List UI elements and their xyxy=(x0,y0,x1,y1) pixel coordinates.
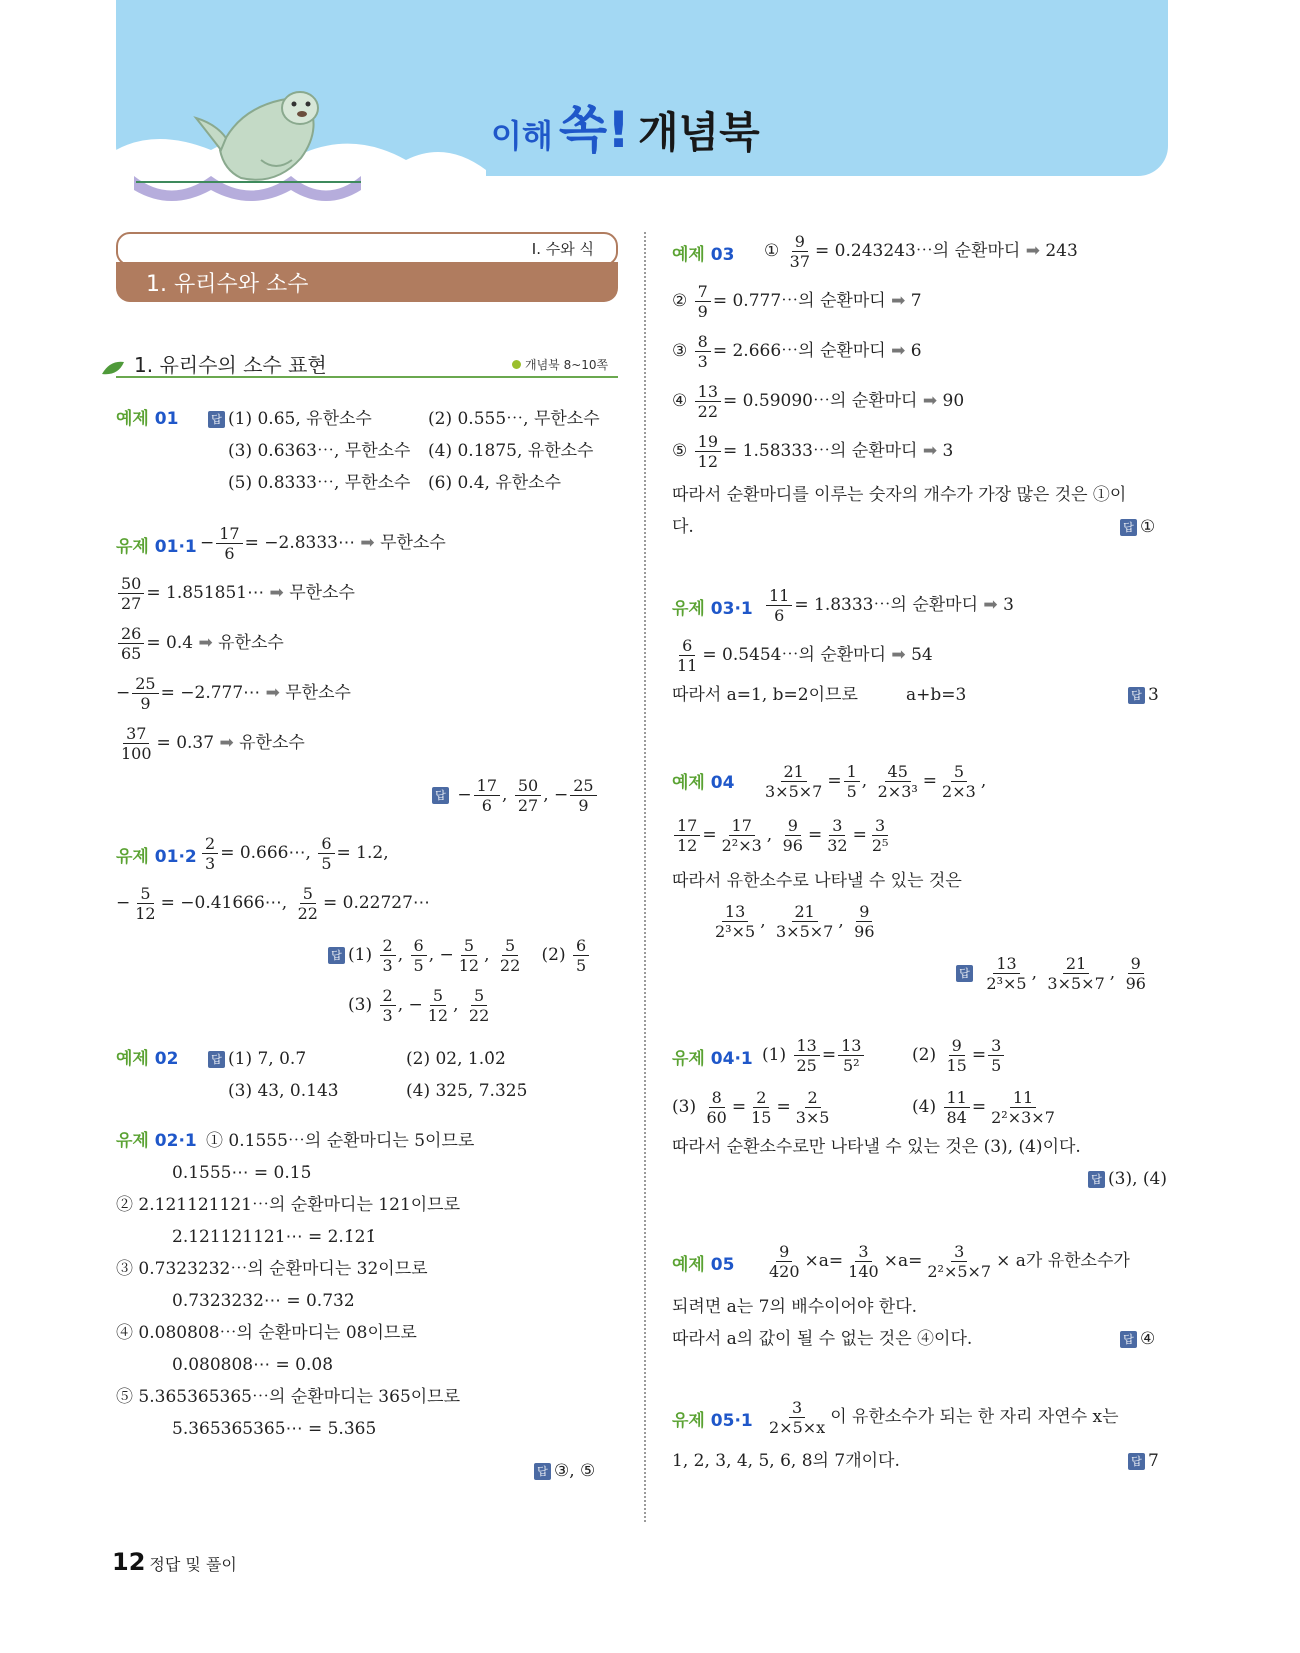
problem-01-1-line-5 xyxy=(116,724,305,763)
label-kind: 예제 xyxy=(116,409,149,429)
answer-text: ① xyxy=(1140,517,1156,537)
value-text: = 0.22727⋯ xyxy=(322,893,430,913)
fraction: $\frac{50}{27}$ xyxy=(118,574,144,613)
result-text: 3 xyxy=(942,441,954,461)
label-kind: 유제 xyxy=(116,1131,149,1151)
result-text: 54 xyxy=(911,645,933,665)
value-text: = −2.777⋯ xyxy=(160,683,261,703)
arrow-icon: ➡ xyxy=(198,633,213,653)
problem-02-1-line-8: 0.080808⋯ = 0.0̇8̇ xyxy=(172,1355,334,1375)
example-03-line-5: ⑤ $\frac{19}{12}$ = 1.58333⋯의 순환마디 ➡ 3 xyxy=(672,432,954,471)
problem-01-2-line-2: − $\frac{5}{12}$ = −0.41666⋯, $\frac{5}{22}$ = 0.22727⋯ xyxy=(116,884,430,923)
problem-05-1-answer xyxy=(1128,1450,1159,1472)
arrow-icon: ➡ xyxy=(891,291,906,311)
result-text: 6 xyxy=(910,341,922,361)
example-05-text-1: 되려면 a는 7의 배수이어야 한다. xyxy=(672,1297,918,1317)
item-number: (4) xyxy=(912,1097,937,1117)
problem-04-1-text-1: 따라서 순환소수로만 나타낼 수 있는 것은 (3), (4)이다. xyxy=(672,1137,1081,1157)
example-04-label xyxy=(672,772,734,794)
arrow-icon: ➡ xyxy=(891,645,906,665)
circled-number: ④ xyxy=(672,391,688,411)
problem-02-1-line-6: 0.7323232⋯ = 0.73̇2̇ xyxy=(172,1291,355,1311)
arrow-icon: ➡ xyxy=(360,533,375,553)
label-number: 05·1 xyxy=(710,1411,753,1431)
answer-mark-icon: 답 xyxy=(534,1463,551,1480)
example-01-answer-6: (6) 0.4, 유한소수 xyxy=(428,473,562,493)
answer-text: (1) 7, 0.7̇ xyxy=(228,1049,307,1069)
problem-04-1-item-4: (4) $\frac{11}{84}$ = $\frac{11}{\text{2²×3×7}}$ xyxy=(912,1088,1055,1127)
label-kind: 유제 xyxy=(672,1049,705,1069)
value-text: = 0.59090⋯의 순환마디 xyxy=(723,391,918,411)
result-text: 무한소수 xyxy=(289,583,355,603)
example-03-answer xyxy=(1120,516,1155,538)
problem-04-1-item-2: (2) $\frac{9}{15}$ = $\frac{3}{5}$ xyxy=(912,1036,1006,1075)
value-text: = −2.8333⋯ xyxy=(244,533,355,553)
example-01-answer-3: (3) 0.6363⋯, 무한소수 xyxy=(228,441,411,461)
answer-mark-icon: 답 xyxy=(1128,687,1145,704)
fraction: $\frac{37}{100}$ xyxy=(121,724,152,763)
arrow-icon: ➡ xyxy=(265,683,280,703)
problem-01-2-label xyxy=(116,846,197,868)
result-text: 243 xyxy=(1045,241,1078,261)
label-kind: 유제 xyxy=(116,537,149,557)
problem-03-1-label xyxy=(672,598,753,620)
chapter-title-bar xyxy=(116,262,618,302)
problem-01-1-label xyxy=(116,536,197,558)
problem-01-2-answer-1: 답 (1) $\frac{2}{3}$ , $\frac{6}{5}$ , − $\frac{5}{12}$ , $\frac{5}{22}$ (2) $\frac{6}{5}$ xyxy=(328,936,591,975)
answer-mark-icon: 답 xyxy=(208,1051,225,1068)
problem-04-1-item-1: (1) $\frac{13}{25}$ = $\frac{13}{\text{5²}}$ xyxy=(762,1036,866,1075)
result-text: 유한소수 xyxy=(218,633,284,653)
problem-04-1-item-3: (3) $\frac{8}{60}$ = $\frac{2}{15}$ = $\frac{2}{3\times 5}$ xyxy=(672,1088,830,1127)
problem-05-1-text-1: 1, 2, 3, 4, 5, 6, 8의 7개이다. xyxy=(672,1451,900,1471)
result-text: 유한소수 xyxy=(239,733,305,753)
value-text: = 0.666⋯, xyxy=(220,843,311,863)
arrow-icon: ➡ xyxy=(983,595,998,615)
example-03-label xyxy=(672,244,734,266)
label-kind: 예제 xyxy=(672,1255,705,1275)
section-reference xyxy=(512,356,608,373)
label-kind: 유제 xyxy=(672,599,705,619)
answer-number: (1) xyxy=(348,945,373,965)
footer-title: 정답 및 풀이 xyxy=(149,1555,237,1574)
example-04-answer: 답 $\frac{13}{\text{2³×5}}$ , $\frac{21}{3\times 5\times 7}$ , $\frac{9}{96}$ xyxy=(956,954,1151,993)
problem-02-1-line-7: ④ 0.080808⋯의 순환마디는 08이므로 xyxy=(116,1323,417,1343)
problem-04-1-answer xyxy=(1088,1168,1167,1190)
example-02-answer-1 xyxy=(208,1048,306,1070)
item-number: (3) xyxy=(672,1097,697,1117)
problem-01-2-answer-3: (3) $\frac{2}{3}$ , − $\frac{5}{12}$ , $\frac{5}{22}$ xyxy=(348,986,490,1025)
answer-text: (3), (4) xyxy=(1108,1169,1167,1189)
example-01-answer-2: (2) 0.555⋯, 무한소수 xyxy=(428,409,600,429)
result-text: 90 xyxy=(942,391,965,411)
label-number: 03 xyxy=(710,245,735,265)
value-text: = 0.5454⋯의 순환마디 xyxy=(702,645,887,665)
answer-mark-icon: 답 xyxy=(1088,1171,1105,1188)
example-03-line-3: ③ $\frac{8}{3}$ = 2.666⋯의 순환마디 ➡ 6 xyxy=(672,332,922,371)
arrow-icon: ➡ xyxy=(922,391,938,411)
problem-04-1-label xyxy=(672,1048,753,1070)
column-divider xyxy=(644,232,646,1522)
problem-02-1-line-9: ⑤ 5.365365365⋯의 순환마디는 365이므로 xyxy=(116,1387,461,1407)
example-03-line-1: ① $\frac{9}{37}$ = 0.243243⋯의 순환마디 ➡ 243 xyxy=(764,232,1078,271)
label-number: 01·2 xyxy=(154,847,197,867)
answer-text: 7 xyxy=(1148,1451,1159,1471)
answer-mark-icon: 답 xyxy=(956,965,973,982)
arrow-icon: ➡ xyxy=(219,733,234,753)
bullet-dot-icon xyxy=(512,360,521,369)
result-text: 무한소수 xyxy=(285,683,351,703)
problem-03-1-line-2: $\frac{6}{11}$ = 0.5454⋯의 순환마디 ➡ 54 xyxy=(677,636,933,675)
problem-01-1-line-1: − $\frac{17}{6}$ = −2.8333⋯ ➡ 무한소수 xyxy=(200,524,446,563)
circled-number: ③ xyxy=(672,341,688,361)
example-05-label xyxy=(672,1254,734,1276)
result-text: 7 xyxy=(910,291,922,311)
value-text: 이 유한소수가 되는 한 자리 자연수 x는 xyxy=(830,1407,1119,1427)
example-01-answer-1 xyxy=(208,408,372,430)
problem-01-2-line-1: $\frac{2}{3}$ = 0.666⋯, $\frac{6}{5}$ = 1.2, xyxy=(200,834,389,873)
arrow-icon: ➡ xyxy=(922,441,938,461)
label-number: 05 xyxy=(710,1255,735,1275)
brand-small: 이해 xyxy=(491,117,553,155)
label-kind: 유제 xyxy=(672,1411,705,1431)
problem-01-1-line-4: − $\frac{25}{9}$ = −2.777⋯ ➡ 무한소수 xyxy=(116,674,351,713)
page-footer xyxy=(112,1548,237,1576)
example-04-text-1: 따라서 유한소수로 나타낼 수 있는 것은 xyxy=(672,871,962,891)
section-underline xyxy=(116,376,618,378)
problem-05-1-line-1: $\frac{3}{2\times 5\times x}$ 이 유한소수가 되는 한 자리 자연수 x는 xyxy=(769,1398,1119,1437)
chapter-title: 1. 유리수와 소수 xyxy=(146,272,309,297)
problem-03-1-answer xyxy=(1128,684,1159,706)
fraction: $\frac{25}{9}$ xyxy=(132,674,158,713)
answer-text: ③, ⑤ xyxy=(554,1461,596,1481)
problem-02-1-answer xyxy=(534,1460,595,1482)
value-text: = 1.2, xyxy=(336,843,389,863)
problem-01-1-answer: 답 − $\frac{17}{6}$ , $\frac{50}{27}$ , − $\frac{25}{9}$ xyxy=(432,776,599,815)
section-title: 1. 유리수의 소수 표현 xyxy=(134,353,327,377)
problem-05-1-label xyxy=(672,1410,753,1432)
label-kind: 유제 xyxy=(116,847,149,867)
fraction: $\frac{17}{6}$ xyxy=(216,524,242,563)
answer-mark-icon: 답 xyxy=(208,411,225,428)
value-text: = 0.777⋯의 순환마디 xyxy=(712,291,886,311)
answer-mark-icon: 답 xyxy=(1120,519,1137,536)
answer-text: (1) 0.65, 유한소수 xyxy=(228,409,372,429)
problem-02-1-line-3: ② 2.121121121⋯의 순환마디는 121이므로 xyxy=(116,1195,461,1215)
brand-logo xyxy=(491,90,760,162)
problem-02-1-line-4: 2.121121121⋯ = 2.1̇21̇ xyxy=(172,1227,377,1247)
example-03-line-4: ④ $\frac{13}{22}$ = 0.59090⋯의 순환마디 ➡ 90 xyxy=(672,382,965,421)
arrow-icon: ➡ xyxy=(1025,241,1040,261)
label-kind: 예제 xyxy=(672,245,705,265)
example-01-answer-4: (4) 0.1875, 유한소수 xyxy=(428,441,594,461)
page-number: 12 xyxy=(112,1548,146,1576)
example-02-answer-4: (4) 325, 7.3̇25̇ xyxy=(406,1081,528,1101)
example-05-text-2: 따라서 a의 값이 될 수 없는 것은 ④이다. xyxy=(672,1329,973,1349)
answer-mark-icon: 답 xyxy=(328,947,345,964)
value-text: = −0.41666⋯, xyxy=(160,893,288,913)
example-02-answer-3: (3) 43, 0.14̇3̇ xyxy=(228,1081,339,1101)
answer-mark-icon: 답 xyxy=(1128,1453,1145,1470)
label-number: 01 xyxy=(154,409,179,429)
page-header-banner xyxy=(116,0,1168,176)
result-text: 무한소수 xyxy=(380,533,446,553)
brand-title: 개념북 xyxy=(637,108,760,157)
label-number: 04 xyxy=(710,773,735,793)
label-number: 04·1 xyxy=(710,1049,753,1069)
example-02-answer-2: (2) 02, 1.0̇2̇ xyxy=(406,1049,506,1069)
example-01-answer-5: (5) 0.8333⋯, 무한소수 xyxy=(228,473,411,493)
example-03-text-1: 따라서 순환마디를 이루는 숫자의 개수가 가장 많은 것은 ①이 xyxy=(672,485,1127,505)
answer-number: (3) xyxy=(348,995,373,1015)
unit-label: Ⅰ. 수와 식 xyxy=(531,240,594,258)
section-ref-text: 개념북 8~10쪽 xyxy=(525,358,609,372)
answer-mark-icon: 답 xyxy=(432,787,449,804)
problem-02-1-label xyxy=(116,1130,197,1152)
label-number: 02·1 xyxy=(154,1131,197,1151)
example-04-line-1: $\frac{21}{3\times 5\times 7}$ = $\frac{1}{5}$ , $\frac{45}{\text{2×3³}}$ = $\frac{5}{2\times 3}$ , xyxy=(765,762,987,801)
answer-mark-icon: 답 xyxy=(1120,1331,1137,1348)
arrow-icon: ➡ xyxy=(891,341,906,361)
example-05-answer xyxy=(1120,1328,1155,1350)
unit-label-box xyxy=(116,232,618,266)
value-text: × a가 유한소수가 xyxy=(996,1251,1130,1271)
answer-text: ④ xyxy=(1140,1329,1156,1349)
label-number: 03·1 xyxy=(710,599,753,619)
example-04-line-3: $\frac{13}{\text{2³×5}}$ , $\frac{21}{3\times 5\times 7}$ , $\frac{9}{96}$ xyxy=(715,902,875,941)
value-text: = 0.37 xyxy=(156,733,215,753)
item-number: (2) xyxy=(912,1045,937,1065)
problem-02-1-line-5: ③ 0.7323232⋯의 순환마디는 32이므로 xyxy=(116,1259,428,1279)
example-03-text-2: 다. xyxy=(672,517,694,537)
leaf-icon xyxy=(100,354,128,378)
label-kind: 예제 xyxy=(672,773,705,793)
problem-02-1-line-1: ① 0.1555⋯의 순환마디는 5이므로 xyxy=(206,1131,475,1151)
problem-03-1-line-1: $\frac{11}{6}$ = 1.8333⋯의 순환마디 ➡ 3 xyxy=(764,586,1014,625)
circled-number: ⑤ xyxy=(672,441,688,461)
problem-03-1-text-1: 따라서 a=1, b=2이므로 xyxy=(672,685,858,705)
label-number: 02 xyxy=(154,1049,179,1069)
problem-02-1-line-2: 0.1555⋯ = 0.15̇ xyxy=(172,1163,312,1183)
label-number: 01·1 xyxy=(154,537,197,557)
problem-01-1-line-2 xyxy=(116,574,355,613)
circled-number: ② xyxy=(672,291,688,311)
brand-big: 쏙! xyxy=(558,101,630,159)
example-04-line-2: $\frac{17}{12}$ = $\frac{17}{\text{2²×3}}$ , $\frac{9}{96}$ = $\frac{3}{32}$ = $\frac{3}{\text{2⁵}}$ xyxy=(672,816,893,855)
problem-02-1-line-10: 5.365365365⋯ = 5.3̇65̇ xyxy=(172,1419,377,1439)
result-text: 3 xyxy=(1003,595,1014,615)
example-02-label xyxy=(116,1048,178,1070)
problem-03-1-text-2: a+b=3 xyxy=(906,685,967,705)
example-05-line-1: $\frac{9}{420}$ ×a= $\frac{3}{140}$ ×a= $\frac{3}{\text{2²×5×7}}$ × a가 유한소수가 xyxy=(769,1242,1130,1281)
example-03-line-2: ② $\frac{7}{9}$ = 0.777⋯의 순환마디 ➡ 7 xyxy=(672,282,922,321)
item-number: (1) xyxy=(762,1045,787,1065)
arrow-icon: ➡ xyxy=(269,583,284,603)
fraction: $\frac{26}{65}$ xyxy=(118,624,144,663)
example-01-label xyxy=(116,408,178,430)
circled-number: ① xyxy=(764,241,780,261)
problem-01-1-line-3 xyxy=(116,624,284,663)
value-text: = 1.851851⋯ xyxy=(146,583,265,603)
value-text: = 1.58333⋯의 순환마디 xyxy=(723,441,918,461)
answer-number: (2) xyxy=(541,945,566,965)
value-text: = 0.243243⋯의 순환마디 xyxy=(815,241,1021,261)
answer-text: 3 xyxy=(1148,685,1159,705)
label-kind: 예제 xyxy=(116,1049,149,1069)
value-text: = 2.666⋯의 순환마디 xyxy=(712,341,886,361)
value-text: = 1.8333⋯의 순환마디 xyxy=(794,595,979,615)
value-text: = 0.4 xyxy=(146,633,194,653)
